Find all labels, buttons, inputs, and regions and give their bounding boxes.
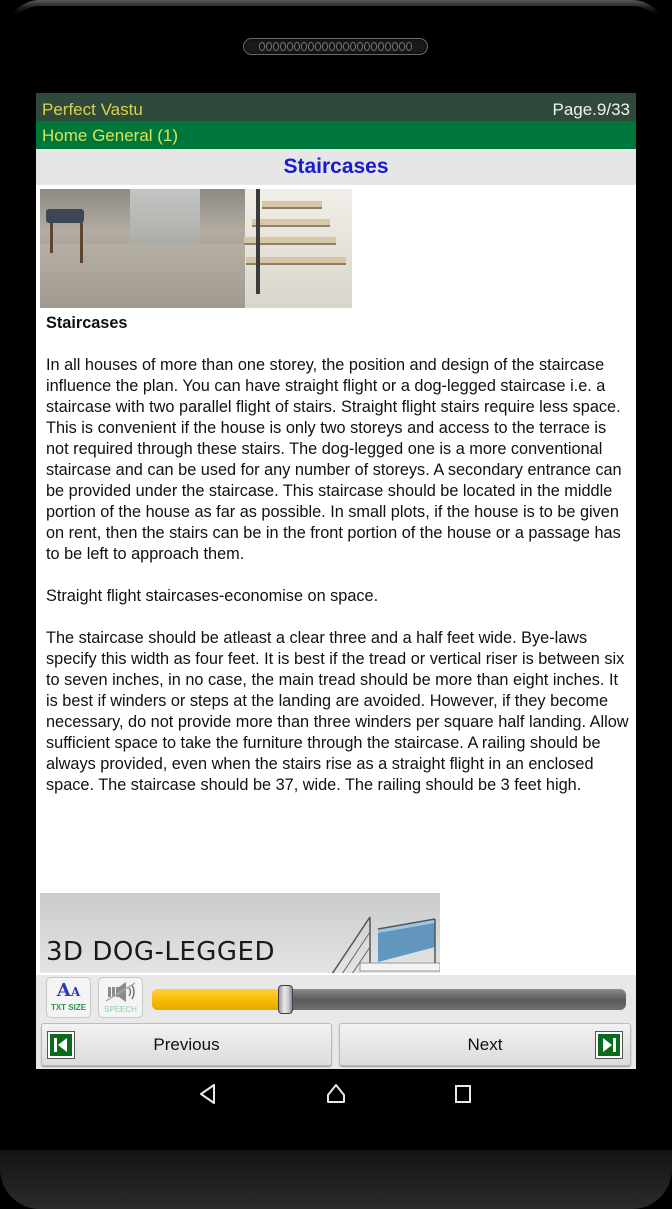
skip-previous-icon	[48, 1032, 74, 1058]
back-button[interactable]	[193, 1079, 223, 1109]
reader-controls	[36, 975, 636, 1069]
category-title: Home General (1)	[42, 126, 179, 145]
speaker-muted-icon	[104, 981, 138, 1003]
phone-frame-bottom	[0, 1150, 672, 1209]
app-header	[36, 93, 636, 121]
home-button[interactable]	[321, 1079, 351, 1109]
page-progress-slider[interactable]	[152, 989, 626, 1010]
recents-icon	[453, 1083, 473, 1105]
page-indicator: Page.9/33	[552, 100, 630, 119]
text-size-button[interactable]	[46, 977, 91, 1018]
diagram-caption: 3D DOG-LEGGED	[46, 937, 275, 967]
skip-next-icon	[596, 1032, 622, 1058]
article-scroll-area[interactable]	[36, 185, 636, 975]
home-icon	[326, 1083, 346, 1105]
article-body	[46, 313, 631, 817]
speech-caption: SPEECH	[104, 1004, 137, 1014]
back-icon	[198, 1083, 218, 1105]
previous-label: Previous	[153, 1034, 220, 1054]
category-bar	[36, 121, 636, 149]
text-size-icon: AA	[56, 980, 81, 1001]
app-screen	[36, 93, 636, 1069]
app-title: Perfect Vastu	[42, 100, 143, 119]
article-paragraph: The staircase should be atleast a clear three and a half feet wide. Bye-laws specify this width as four feet. It is best if the tread or vertical riser is between six to seven inches, in no case, the main tread should be more than eight inches. It is best if winders or steps at the landing are avoided. However, if they become necessary, do not provide more than three winders per square half landing. Allow sufficient space to take the furniture through the staircase. A railing should be always provided, even when the stairs rise as a straight flight in an enclosed space. The staircase should be 37, wide. The railing should be 3 feet high.	[46, 629, 629, 794]
recents-button[interactable]	[448, 1079, 478, 1109]
dog-legged-staircase-diagram	[40, 893, 440, 973]
article-paragraph: In all houses of more than one storey, the position and design of the staircase influence the plan. You can have straight flight or a dog-legged staircase i.e. a staircase with two parallel flight of stairs. Straight flight stairs require less space. This is convenient if the house is only two storeys and access to the terrace is not required through these stairs. The dog-legged one is a more conventional staircase and can be used for any number of storeys. A secondary entrance can be provided under the staircase. This staircase should be located in the middle portion of the house as far as possible. In small plots, if the house is to be given on rent, then the stairs can be in the front portion of the house or a passage has to be left to approach them.	[46, 356, 622, 563]
text-size-caption: TXT SIZE	[50, 1003, 87, 1012]
next-label: Next	[467, 1034, 503, 1054]
earpiece-speaker	[243, 38, 428, 55]
previous-button[interactable]	[41, 1023, 332, 1066]
staircase-photo	[40, 189, 352, 308]
topic-bar	[36, 149, 636, 185]
next-button[interactable]	[339, 1023, 631, 1066]
page-title: Staircases	[283, 155, 389, 178]
article-paragraph: Straight flight staircases-economise on space.	[46, 587, 379, 605]
slider-thumb[interactable]	[278, 985, 293, 1014]
article-heading: Staircases	[46, 314, 128, 332]
slider-fill	[152, 989, 285, 1010]
system-navigation-bar	[36, 1069, 636, 1117]
speech-button[interactable]	[98, 977, 143, 1018]
